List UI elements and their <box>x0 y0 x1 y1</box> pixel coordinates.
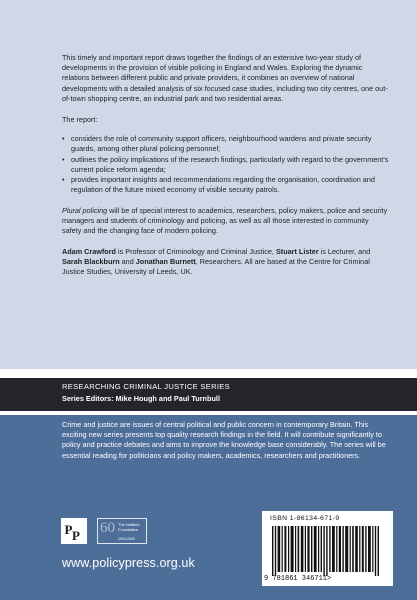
author-name: Jonathan Burnett <box>135 257 196 267</box>
audience-paragraph <box>62 206 390 237</box>
barcode-digits <box>264 575 393 583</box>
policy-press-logo <box>61 518 87 544</box>
series-editors: Series Editors: Mike Hough and Paul Turnbull <box>62 394 220 403</box>
intro-paragraph: This timely and important report draws together the findings of an extensive two-year study of developments in the provision of visible policing in England and Wales. Exploring the dynamic relations between different public and private providers, it combines an overview of national developments with a detailed analysis of six focused case studies, including two city centres, one out-of-town shopping centre, an industrial park and two residential areas. <box>62 53 388 103</box>
isbn-label: ISBN 1-86134-671-9 <box>270 515 340 522</box>
report-bullet: • considers the role of community support officers, neighbourhood wardens and private security guards, among other plural policing personnel; <box>62 134 390 154</box>
nuffield-sixty: 60 <box>100 520 115 536</box>
author-name: Sarah Blackburn <box>62 257 120 267</box>
series-suffix: SERIES <box>197 382 231 391</box>
author-name: Stuart Lister <box>275 247 319 257</box>
nuffield-name: The Nuffield Foundation <box>118 522 140 532</box>
pp-letter-2: P <box>72 528 80 542</box>
series-name: RESEARCHING CRIMINAL JUSTICE <box>62 382 198 391</box>
barcode-area <box>262 511 393 586</box>
authors-paragraph <box>62 247 390 278</box>
author-affiliation: , Researchers. All are based at the Centre for Criminal Justice Studies, University of Leeds, UK. <box>62 257 370 277</box>
publisher-website: www.policypress.org.uk <box>62 556 195 570</box>
pp-letter-1: P <box>64 522 73 537</box>
nuffield-foundation-logo <box>97 518 147 544</box>
blurb-text <box>62 53 390 288</box>
report-bullet: • outlines the policy implications of the research findings, particularly with regard to the government's current police reform agenda; <box>62 155 390 175</box>
audience-text: will be of special interest to academics, researchers, policy makers, police and security managers and students of criminology and policing, as well as all those interested in community safety and the changing face of modern policing. <box>62 205 388 236</box>
author-connector: and <box>119 257 136 267</box>
report-bullet: • provides important insights and recommendations regarding the organisation, coordination and regulation of the future mixed economy of visible security patrols. <box>62 175 390 195</box>
barcode-end-mark: > <box>327 575 332 583</box>
series-title <box>62 382 230 391</box>
author-name: Adam Crawford <box>62 247 116 257</box>
series-description: Crime and justice are issues of central political and public concern in contemporary Britain. This exciting new series presents top quality research findings in the field. It will contribute significantly to policy and practice debates and aims to improve the knowledge base considerably. The series will be essential reading for politicians and policy makers, academics, researchers and practitioners. <box>62 420 386 460</box>
author-role: is Professor of Criminology and Criminal Justice, <box>115 247 276 257</box>
report-heading: The report: <box>62 114 98 124</box>
nuffield-years: 1943-2003 <box>118 537 135 541</box>
report-bullet-list <box>62 134 390 195</box>
author-role: is Lecturer, and <box>318 247 371 257</box>
policy-press-logo-icon <box>63 520 85 542</box>
barcode-icon <box>272 526 384 576</box>
book-title: Plural policing <box>62 205 108 215</box>
barcode-number: 9 781861 346711 <box>264 575 328 583</box>
